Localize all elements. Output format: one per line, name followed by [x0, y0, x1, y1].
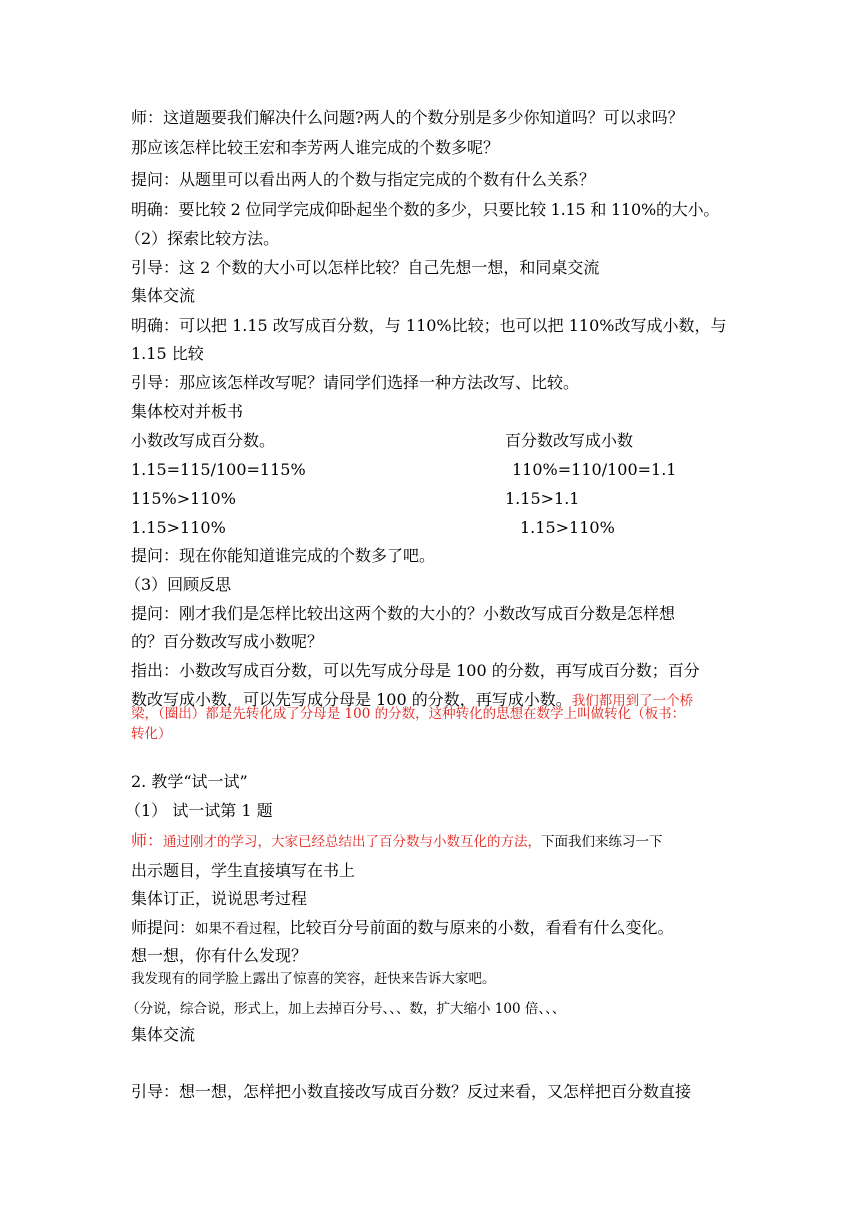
text-line: 指出：小数改写成百分数，可以先写成分母是 100 的分数，再写成百分数；百分 [131, 661, 700, 680]
text-line: 出示题目，学生直接填写在书上 [131, 861, 356, 880]
text-line: 集体交流 [131, 1025, 196, 1044]
section-heading: 2. 教学“试一试” [131, 772, 248, 791]
text-span: 下面我们来练习一下 [541, 834, 663, 850]
text-line: 我发现有的同学脸上露出了惊喜的笑容，赶快来告诉大家吧。 [131, 971, 496, 987]
highlighted-text: 我们都用到了一个桥 [571, 693, 694, 709]
text-line: 提问：从题里可以看出两人的个数与指定完成的个数有什么关系？ [131, 170, 596, 189]
text-span: 数改写成小数，可以先写成分母是 100 的分数，再写成小数。 [131, 690, 572, 709]
text-line: 明确：可以把 1.15 改写成百分数，与 110%比较；也可以把 110%改写成小数，与 [131, 316, 727, 335]
text-line: 的？百分数改写成小数呢？ [131, 632, 324, 651]
text-line: 师：这道题要我们解决什么问题?两人的个数分别是多少你知道吗？可以求吗？ [131, 108, 684, 127]
text-line: 明确：要比较 2 位同学完成仰卧起坐个数的多少，只要比较 1.15 和 110%的大小。 [131, 200, 720, 219]
text-line: 提问：刚才我们是怎样比较出这两个数的大小的？小数改写成百分数是怎样想 [131, 604, 676, 623]
text-line [131, 830, 663, 853]
subsection-heading: （1） 试一试第 1 题 [125, 801, 273, 820]
text-line: 集体校对并板书 [131, 402, 244, 421]
right-row: 110%=110/100=1.1 [512, 460, 677, 479]
highlighted-text: 通过刚才的学习，大家已经总结出了百分数与小数互化的方法， [163, 834, 542, 850]
text-line: 集体订正，说说思考过程 [131, 889, 308, 908]
text-line: （分说，综合说，形式上，加上去掉百分号、、、数，扩大缩小 100 倍、、、 [126, 1001, 566, 1017]
text-line: 1.15 比较 [131, 344, 204, 363]
section-heading: （3）回顾反思 [125, 575, 232, 594]
text-line: 那应该怎样比较王宏和李芳两人谁完成的个数多呢？ [131, 138, 500, 157]
text-span: 师提问： [131, 918, 196, 937]
text-span: 如果不看过程， [195, 921, 290, 937]
text-line: 引导：那应该怎样改写呢？请同学们选择一种方法改写、比较。 [131, 373, 580, 392]
text-span: 比较百分号前面的数与原来的小数，看看有什么变化。 [289, 918, 674, 937]
right-row: 1.15>1.1 [505, 489, 580, 508]
left-row: 115%>110% [131, 489, 236, 508]
right-column-header: 百分数改写成小数 [505, 431, 634, 450]
left-row: 1.15>110% [131, 518, 226, 537]
text-line: 想一想，你有什么发现？ [131, 946, 308, 965]
section-heading: （2）探索比较方法。 [125, 229, 280, 248]
text-line: 提问：现在你能知道谁完成的个数多了吧。 [131, 546, 436, 565]
right-row: 1.15>110% [520, 518, 615, 537]
left-row: 1.15=115/100=115% [131, 460, 306, 479]
text-line: 引导：想一想，怎样把小数直接改写成百分数？反过来看，又怎样把百分数直接 [131, 1082, 692, 1101]
text-span: 师： [131, 831, 164, 850]
text-line [131, 917, 674, 940]
highlighted-text: 转化） [131, 726, 172, 742]
text-line: 集体交流 [131, 286, 196, 305]
highlighted-text: 梁，（圈出）都是先转化成了分母是 100 的分数，这种转化的思想在数学上叫做转化（板书： [131, 706, 686, 722]
text-line: 引导：这 2 个数的大小可以怎样比较？自己先想一想，和同桌交流 [131, 258, 600, 277]
left-column-header: 小数改写成百分数。 [131, 431, 276, 450]
